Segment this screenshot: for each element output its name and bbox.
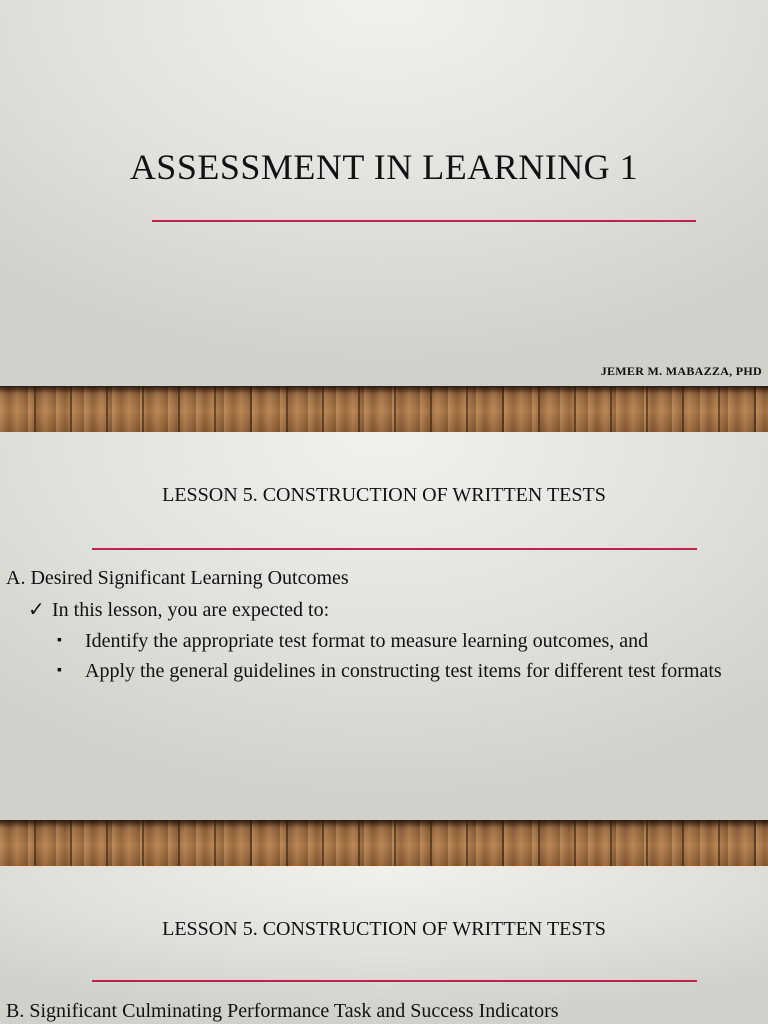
lesson-title-underline <box>92 548 697 550</box>
author-name: JEMER M. MABAZZA, PHD <box>600 364 762 378</box>
bullet-text: Identify the appropriate test format to measure learning outcomes, and <box>85 630 649 652</box>
title-underline <box>152 220 696 222</box>
square-bullet-icon: ▪ <box>57 663 62 678</box>
slide-title: ASSESSMENT IN LEARNING 1 <box>129 147 639 187</box>
slide-3 <box>0 866 768 1024</box>
square-bullet-icon: ▪ <box>57 633 62 648</box>
lesson-title: LESSON 5. CONSTRUCTION OF WRITTEN TESTS <box>162 484 606 506</box>
bullet-item <box>57 659 762 683</box>
wood-floor-divider-2 <box>0 820 768 866</box>
checkmark-icon: ✓ <box>28 599 45 621</box>
bullet-text: Apply the general guidelines in constructing test items for different test formats <box>85 660 722 682</box>
check-list-item <box>28 598 329 622</box>
slide-2 <box>0 432 768 820</box>
check-item-text: In this lesson, you are expected to: <box>52 599 330 621</box>
section-heading-a: A. Desired Significant Learning Outcomes <box>6 567 349 589</box>
lesson-title: LESSON 5. CONSTRUCTION OF WRITTEN TESTS <box>162 918 606 940</box>
slide-1 <box>0 0 768 386</box>
wood-floor-divider-1 <box>0 386 768 432</box>
lesson-title-underline <box>92 980 697 982</box>
section-heading-b: B. Significant Culminating Performance Task and Success Indicators <box>6 1000 559 1022</box>
bullet-item <box>57 629 762 653</box>
